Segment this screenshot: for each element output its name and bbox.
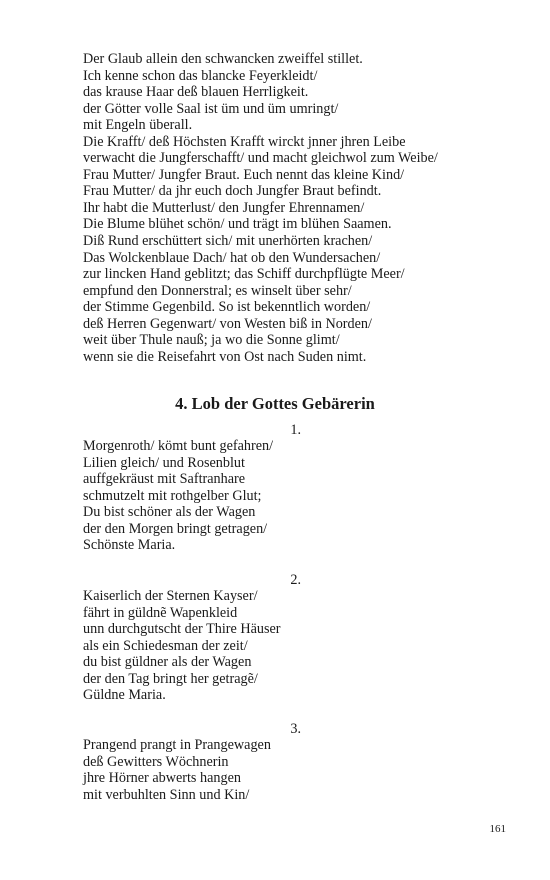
verse-line: auffgekräust mit Saftranhare bbox=[83, 471, 246, 488]
verse-line: Ihr habt die Mutterlust/ den Jungfer Ehrennamen/ bbox=[83, 199, 365, 216]
verse-line: schmutzelt mit rothgelber Glut; bbox=[83, 487, 262, 504]
stanza-number: 1. bbox=[290, 422, 301, 438]
verse-line: als ein Schiedesman der zeit/ bbox=[83, 637, 248, 654]
verse-line: mit verbuhlten Sinn und Kin/ bbox=[83, 786, 250, 803]
verse-line: deß Herren Gegenwart/ von Westen biß in Norden/ bbox=[83, 315, 372, 332]
page-number: 161 bbox=[489, 823, 506, 835]
verse-line: Ich kenne schon das blancke Feyerkleidt/ bbox=[83, 67, 318, 84]
verse-line: empfund den Donnerstral; es winselt über sehr/ bbox=[83, 282, 352, 299]
verse-line: fährt in güldnẽ Wapenkleid bbox=[83, 604, 238, 621]
verse-line: der Götter volle Saal ist üm und üm umringt/ bbox=[83, 100, 339, 117]
verse-line: mit Engeln überall. bbox=[83, 117, 193, 134]
verse-line: Diß Rund erschüttert sich/ mit unerhörten krachen/ bbox=[83, 233, 373, 250]
verse-line: Lilien gleich/ und Rosenblut bbox=[83, 454, 245, 471]
verse-line: Morgenroth/ kömt bunt gefahren/ bbox=[83, 438, 274, 454]
verse-line: das krause Haar deß blauen Herrligkeit. bbox=[83, 84, 309, 101]
stanza-number: 2. bbox=[290, 572, 301, 588]
verse-line: der den Tag bringt her getragẽ/ bbox=[83, 670, 258, 687]
verse-line: weit über Thule nauß; ja wo die Sonne glimt/ bbox=[83, 332, 340, 349]
stanza-2 bbox=[83, 588, 503, 704]
stanza-1 bbox=[83, 438, 503, 554]
verse-line: Frau Mutter/ Jungfer Braut. Euch nennt das kleine Kind/ bbox=[83, 166, 405, 183]
verse-line: wenn sie die Reisefahrt von Ost nach Suden nimt. bbox=[83, 348, 367, 365]
verse-line: Frau Mutter/ da jhr euch doch Jungfer Braut befindt. bbox=[83, 183, 382, 200]
verse-line: Prangend prangt in Prangewagen bbox=[83, 737, 271, 753]
verse-line: unn durchgutscht der Thire Häuser bbox=[83, 621, 281, 638]
verse-line: verwacht die Jungferschafft/ und macht gleichwol zum Weibe/ bbox=[83, 150, 438, 167]
verse-line: Güldne Maria. bbox=[83, 687, 166, 704]
verse-line: Die Blume blühet schön/ und trägt im blühen Saamen. bbox=[83, 216, 392, 233]
verse-line: Das Wolckenblaue Dach/ hat ob den Wundersachen/ bbox=[83, 249, 381, 266]
verse-line: zur lincken Hand geblitzt; das Schiff durchpflügte Meer/ bbox=[83, 266, 405, 283]
intro-verse-block bbox=[83, 51, 503, 365]
verse-line: der den Morgen bringt getragen/ bbox=[83, 520, 268, 537]
verse-line: deß Gewitters Wöchnerin bbox=[83, 753, 229, 770]
verse-line: Du bist schöner als der Wagen bbox=[83, 504, 256, 521]
verse-line: Kaiserlich der Sternen Kayser/ bbox=[83, 588, 258, 604]
verse-line: Die Krafft/ deß Höchsten Krafft wirckt jnner jhren Leibe bbox=[83, 133, 406, 150]
stanza-number: 3. bbox=[290, 721, 301, 737]
verse-line: Schönste Maria. bbox=[83, 537, 176, 554]
verse-line: jhre Hörner abwerts hangen bbox=[83, 770, 241, 787]
stanza-3 bbox=[83, 737, 503, 803]
verse-line: der Stimme Gegenbild. So ist bekenntlich worden/ bbox=[83, 299, 371, 316]
verse-line: du bist güldner als der Wagen bbox=[83, 654, 252, 671]
verse-line: Der Glaub allein den schwancken zweiffel stillet. bbox=[83, 51, 363, 67]
poem-heading: 4. Lob der Gottes Gebärerin bbox=[175, 394, 375, 413]
